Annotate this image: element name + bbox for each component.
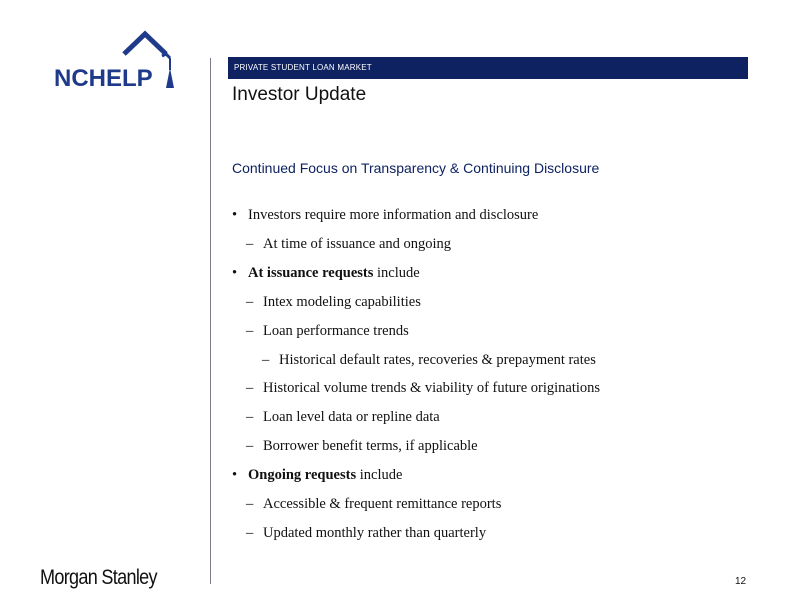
bullet-dash: –: [246, 438, 254, 455]
bullet-text: Intex modeling capabilities: [263, 293, 421, 310]
bullet-item: [246, 525, 486, 542]
bullet-text: Borrower benefit terms, if applicable: [263, 438, 478, 455]
nchelp-logo-text: NCHELP: [54, 65, 153, 92]
bullet-dash: –: [246, 380, 254, 397]
bullet-bold-text: At issuance requests: [248, 264, 374, 281]
bullet-text: Loan performance trends: [263, 322, 409, 339]
page-number: 12: [735, 576, 747, 587]
bullet-dash: –: [246, 293, 254, 310]
bullet-text: Updated monthly rather than quarterly: [263, 524, 487, 541]
bullet-dash: –: [246, 496, 254, 512]
bullet-text: At time of issuance and ongoing: [263, 235, 452, 252]
page-title: Investor Update: [232, 84, 367, 105]
bullet-item: [246, 496, 501, 513]
bullet-dot: •: [232, 264, 238, 281]
bullet-dot: •: [232, 207, 238, 223]
bullet-item: [246, 236, 451, 253]
bullet-item: [232, 265, 420, 282]
bullet-dash: –: [262, 351, 270, 368]
bullet-item: [246, 294, 421, 311]
section-banner: PRIVATE STUDENT LOAN MARKET: [228, 57, 748, 79]
vertical-divider: [210, 58, 211, 584]
bullet-item: [246, 438, 478, 455]
bullet-item: [232, 467, 402, 484]
bullet-dash: –: [246, 409, 254, 426]
bullet-text: Historical default rates, recoveries & prepayment rates: [279, 351, 596, 368]
bullet-item: [232, 207, 538, 224]
bullet-dash: –: [246, 322, 254, 339]
nchelp-logo-mark: [52, 30, 182, 94]
morgan-stanley-logo: Morgan Stanley: [40, 566, 157, 589]
bullet-item: [246, 409, 440, 426]
bullet-text: Loan level data or repline data: [263, 409, 440, 426]
bullet-bold-text: Ongoing requests: [248, 467, 357, 484]
bullet-item: [262, 352, 596, 369]
bullet-text: include: [356, 467, 403, 484]
bullet-dash: –: [246, 235, 254, 252]
slide-heading: Continued Focus on Transparency & Continuing Disclosure: [232, 160, 600, 176]
bullet-dash: –: [246, 524, 254, 541]
nchelp-logo: [52, 30, 182, 94]
bullet-text: Historical volume trends & viability of future originations: [263, 380, 601, 397]
bullet-item: [246, 380, 600, 397]
bullet-text: Accessible & frequent remittance reports: [263, 496, 502, 512]
bullet-text: include: [373, 264, 420, 281]
bullet-dot: •: [232, 467, 238, 484]
bullet-item: [246, 323, 409, 340]
bullet-text: Investors require more information and disclosure: [248, 207, 539, 223]
